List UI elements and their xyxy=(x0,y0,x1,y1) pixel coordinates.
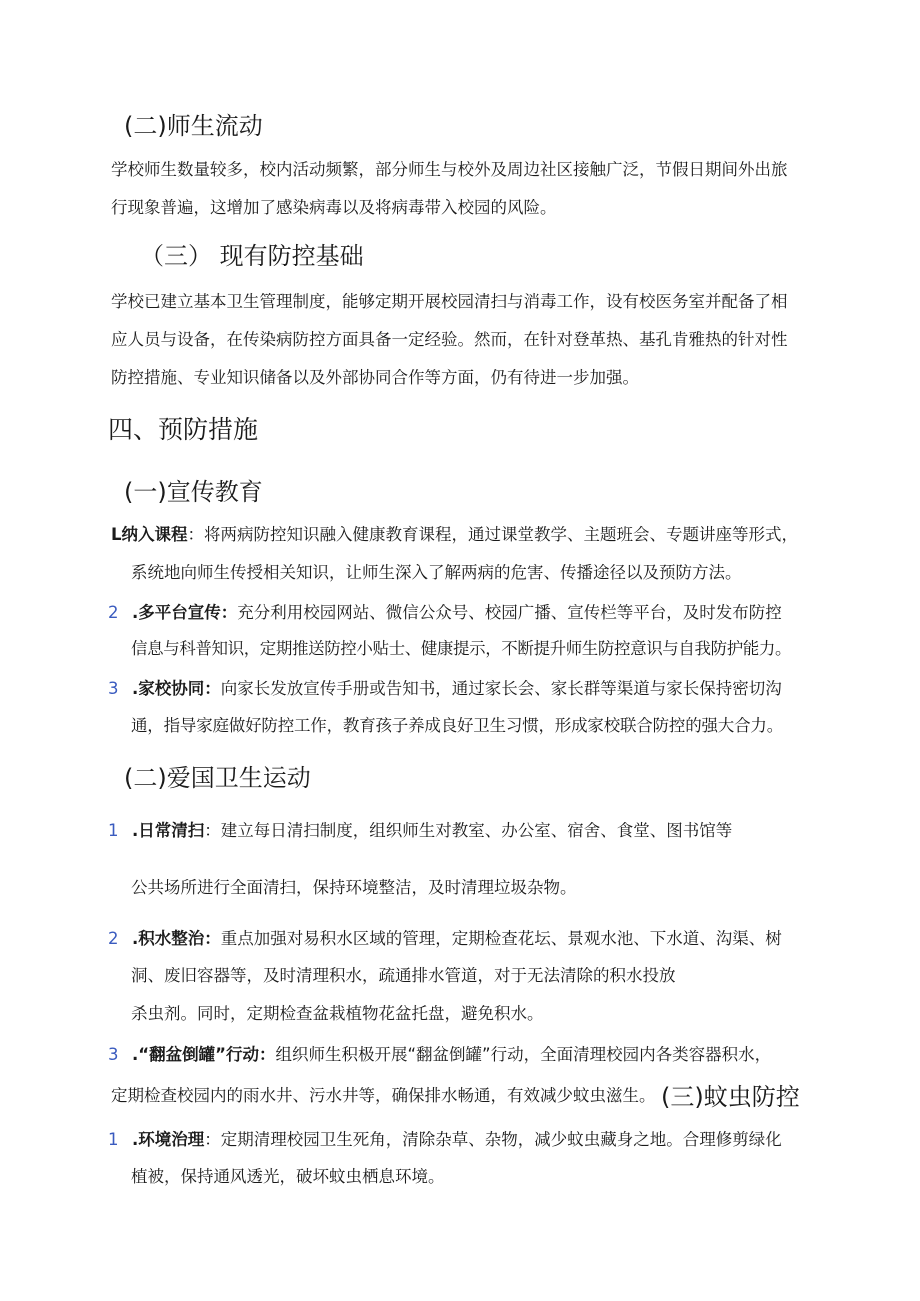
list-number: 3 xyxy=(108,679,119,698)
item-label: .环境治理 xyxy=(132,1130,205,1149)
subsection-heading-patriotic-health-campaign: (二)爱国卫生运动 xyxy=(124,764,311,792)
list-item-continuation: 系统地向师生传授相关知识，让师生深入了解两病的危害、传播途径以及预防方法。 xyxy=(131,563,742,582)
list-number: 2 xyxy=(108,929,119,948)
item-text: 组织师生积极开展“翻盆倒罐”行动，全面清理校园内各类容器积水， xyxy=(275,1045,772,1064)
paragraph-line: 应人员与设备，在传染病防控方面具备一定经验。然而，在针对登革热、基孔肯雅热的针对性 xyxy=(111,330,788,349)
item-text: 重点加强对易积水区域的管理，定期检查花坛、景观水池、下水道、沟渠、树 xyxy=(220,929,782,948)
item-label: L纳入课程 xyxy=(111,525,188,544)
list-item-continuation: 通，指导家庭做好防控工作，教育孩子养成良好卫生习惯，形成家校联合防控的强大合力。 xyxy=(131,716,784,735)
paragraph-line: 学校已建立基本卫生管理制度，能够定期开展校园清扫与消毒工作，设有校医务室并配备了相 xyxy=(111,292,788,311)
subsection-heading-mosquito-control: (三)蚊虫防控 xyxy=(661,1083,800,1111)
item-text: ：将两病防控知识融入健康教育课程，通过课堂教学、主题班会、专题讲座等形式， xyxy=(187,525,799,544)
section-heading-teacher-student-mobility: (二)师生流动 xyxy=(124,112,263,140)
item-label: .家校协同： xyxy=(132,679,221,698)
item-label: .“翻盆倒罐”行动： xyxy=(132,1045,276,1064)
item-text: 充分利用校园网站、微信公众号、校园广播、宣传栏等平台，及时发布防控 xyxy=(237,603,782,622)
list-item-continuation: 杀虫剂。同时，定期检查盆栽植物花盆托盘，避免积水。 xyxy=(131,1004,544,1023)
list-number: 2 xyxy=(108,603,119,622)
list-item-patriotic-1 xyxy=(108,817,732,841)
paragraph-line: 防控措施、专业知识储备以及外部协同合作等方面，仍有待进一步加强。 xyxy=(111,368,639,387)
list-number: 3 xyxy=(108,1045,119,1064)
list-item-patriotic-3 xyxy=(108,1041,771,1065)
list-item-edu-2 xyxy=(108,599,782,623)
item-text: ：建立每日清扫制度，组织师生对教室、办公室、宿舍、食堂、图书馆等 xyxy=(204,821,733,840)
list-item-continuation: 洞、废旧容器等，及时清理积水，疏通排水管道，对于无法清除的积水投放 xyxy=(131,966,676,985)
subsection-heading-publicity-education: (一)宣传教育 xyxy=(124,478,263,506)
list-item-continuation: 信息与科普知识，定期推送防控小贴士、健康提示，不断提升师生防控意识与自我防护能力。 xyxy=(131,639,792,658)
chapter-heading-prevention-measures: 四、预防措施 xyxy=(108,415,259,444)
item-label: .多平台宣传： xyxy=(132,603,238,622)
item-label: .日常清扫 xyxy=(132,821,205,840)
list-item-mosquito-1 xyxy=(108,1126,782,1150)
list-number: 1 xyxy=(108,821,119,840)
list-item-edu-1 xyxy=(111,521,798,545)
item-text: ：定期清理校园卫生死角，清除杂草、杂物，减少蚊虫藏身之地。合理修剪绿化 xyxy=(204,1130,782,1149)
item-label: .积水整治： xyxy=(132,929,221,948)
list-number: 1 xyxy=(108,1130,119,1149)
list-item-patriotic-2 xyxy=(108,925,782,949)
item-text: 向家长发放宣传手册或告知书，通过家长会、家长群等渠道与家长保持密切沟 xyxy=(220,679,782,698)
list-item-edu-3 xyxy=(108,675,782,699)
paragraph-line: 行现象普遍，这增加了感染病毒以及将病毒带入校园的风险。 xyxy=(111,198,557,217)
list-item-continuation: 公共场所进行全面清扫，保持环境整洁，及时清理垃圾杂物。 xyxy=(131,878,577,897)
paragraph-line: 学校师生数量较多，校内活动频繁，部分师生与校外及周边社区接触广泛，节假日期间外出旅 xyxy=(111,160,788,179)
list-item-continuation: 定期检查校园内的雨水井、污水井等，确保排水畅通，有效减少蚊虫滋生。 xyxy=(111,1086,656,1105)
section-heading-existing-foundation: （三） 现有防控基础 xyxy=(140,242,364,270)
list-item-continuation: 植被，保持通风透光，破坏蚊虫栖息环境。 xyxy=(131,1167,445,1186)
